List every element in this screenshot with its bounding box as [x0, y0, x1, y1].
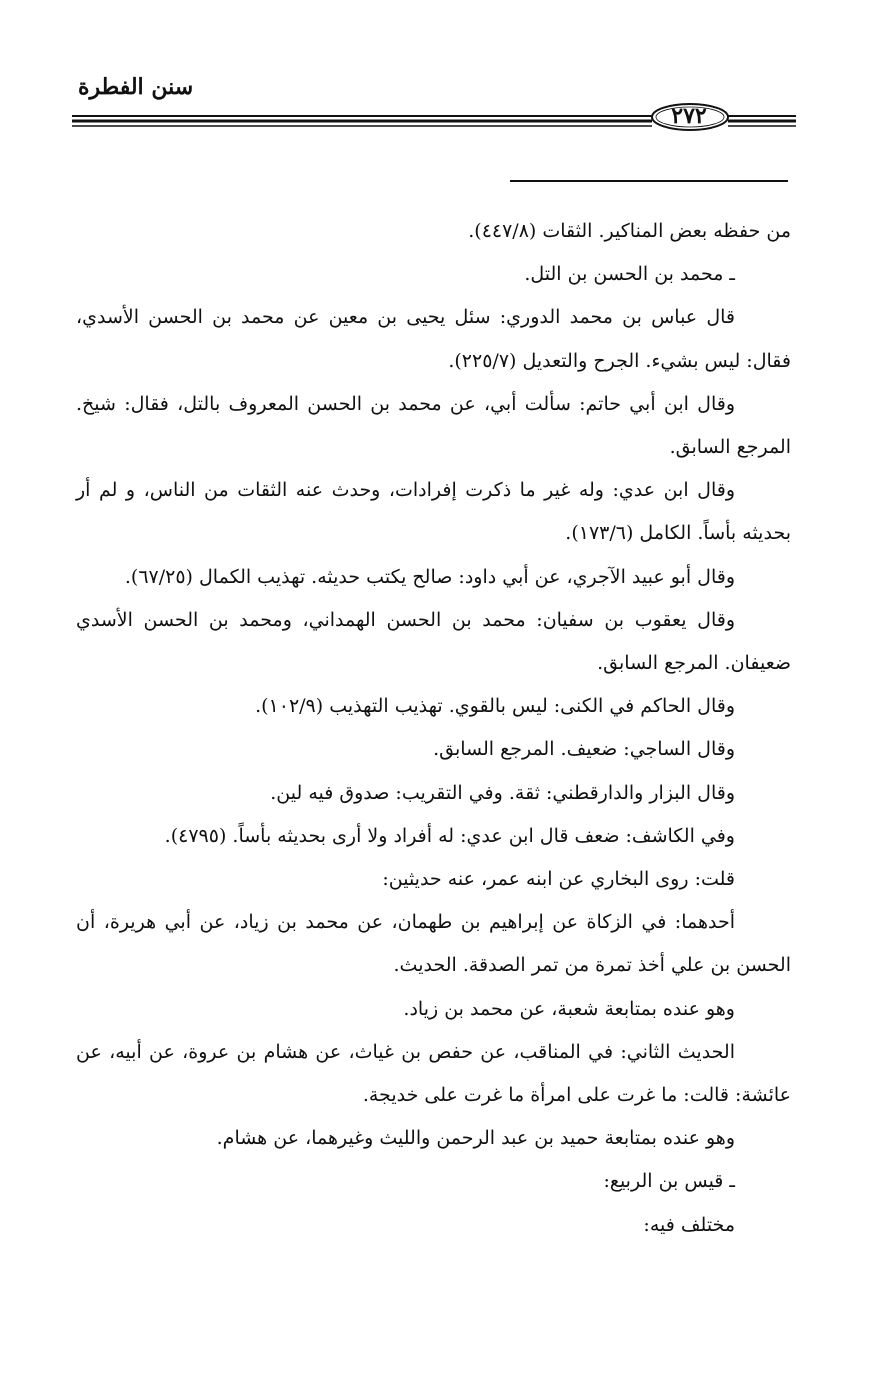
body-paragraph: وقال البزار والدارقطني: ثقة. وفي التقريب: صدوق فيه لين.	[270, 781, 735, 804]
body-paragraph: وقال الحاكم في الكنى: ليس بالقوي. تهذيب التهذيب (١٠٢/٩).	[255, 695, 735, 718]
body-paragraph: الحديث الثاني: في المناقب، عن حفص بن غياث، عن هشام بن عروة، عن أبيه، عن عائشة: قالت: ما غرت على امرأة ما غرت على خديجة.	[76, 1040, 791, 1107]
page-body-text	[76, 210, 791, 1247]
body-paragraph: وقال ابن عدي: وله غير ما ذكرت إفرادات، وحدث عنه الثقات من الناس، و لم أر بحديثه بأساً. الكامل (١٧٣/٦).	[76, 479, 791, 545]
body-paragraph: وقال الساجي: ضعيف. المرجع السابق.	[433, 738, 735, 761]
body-paragraph: وقال يعقوب بن سفيان: محمد بن الحسن الهمداني، ومحمد بن الحسن الأسدي ضعيفان. المرجع السابق.	[76, 608, 791, 675]
section-divider-rule	[510, 180, 788, 182]
body-paragraph: ـ قيس بن الربيع:	[603, 1170, 735, 1193]
body-paragraph: من حفظه بعض المناكير. الثقات (٤٤٧/٨).	[468, 220, 791, 242]
page-number: ٢٧٢	[671, 103, 707, 129]
body-paragraph: قلت: روى البخاري عن ابنه عمر، عنه حديثين:	[382, 868, 735, 891]
body-paragraph: مختلف فيه:	[643, 1213, 735, 1236]
body-paragraph: ـ محمد بن الحسن بن التل.	[524, 263, 735, 286]
running-header-title: سنن الفطرة	[78, 74, 194, 100]
body-paragraph: وقال أبو عبيد الآجري، عن أبي داود: صالح يكتب حديثه. تهذيب الكمال (٦٧/٢٥).	[124, 565, 735, 588]
body-paragraph: وفي الكاشف: ضعف قال ابن عدي: له أفراد ولا أرى بحديثه بأساً. (٤٧٩٥).	[164, 824, 735, 847]
body-paragraph: أحدهما: في الزكاة عن إبراهيم بن طهمان، عن محمد بن زياد، عن أبي هريرة، أن الحسن بن علي أخذ تمرة من تمر الصدقة. الحديث.	[76, 911, 791, 977]
body-paragraph: وقال ابن أبي حاتم: سألت أبي، عن محمد بن الحسن المعروف بالتل، فقال: شيخ. المرجع السابق.	[76, 392, 791, 459]
body-paragraph: وهو عنده بمتابعة شعبة، عن محمد بن زياد.	[403, 997, 735, 1020]
body-paragraph: وهو عنده بمتابعة حميد بن عبد الرحمن والليث وغيرهما، عن هشام.	[216, 1127, 735, 1150]
body-paragraph: قال عباس بن محمد الدوري: سئل يحيى بن معين عن محمد بن الحسن الأسدي، فقال: ليس بشيء. الجرح والتعديل (٢٢٥/٧).	[76, 306, 791, 372]
